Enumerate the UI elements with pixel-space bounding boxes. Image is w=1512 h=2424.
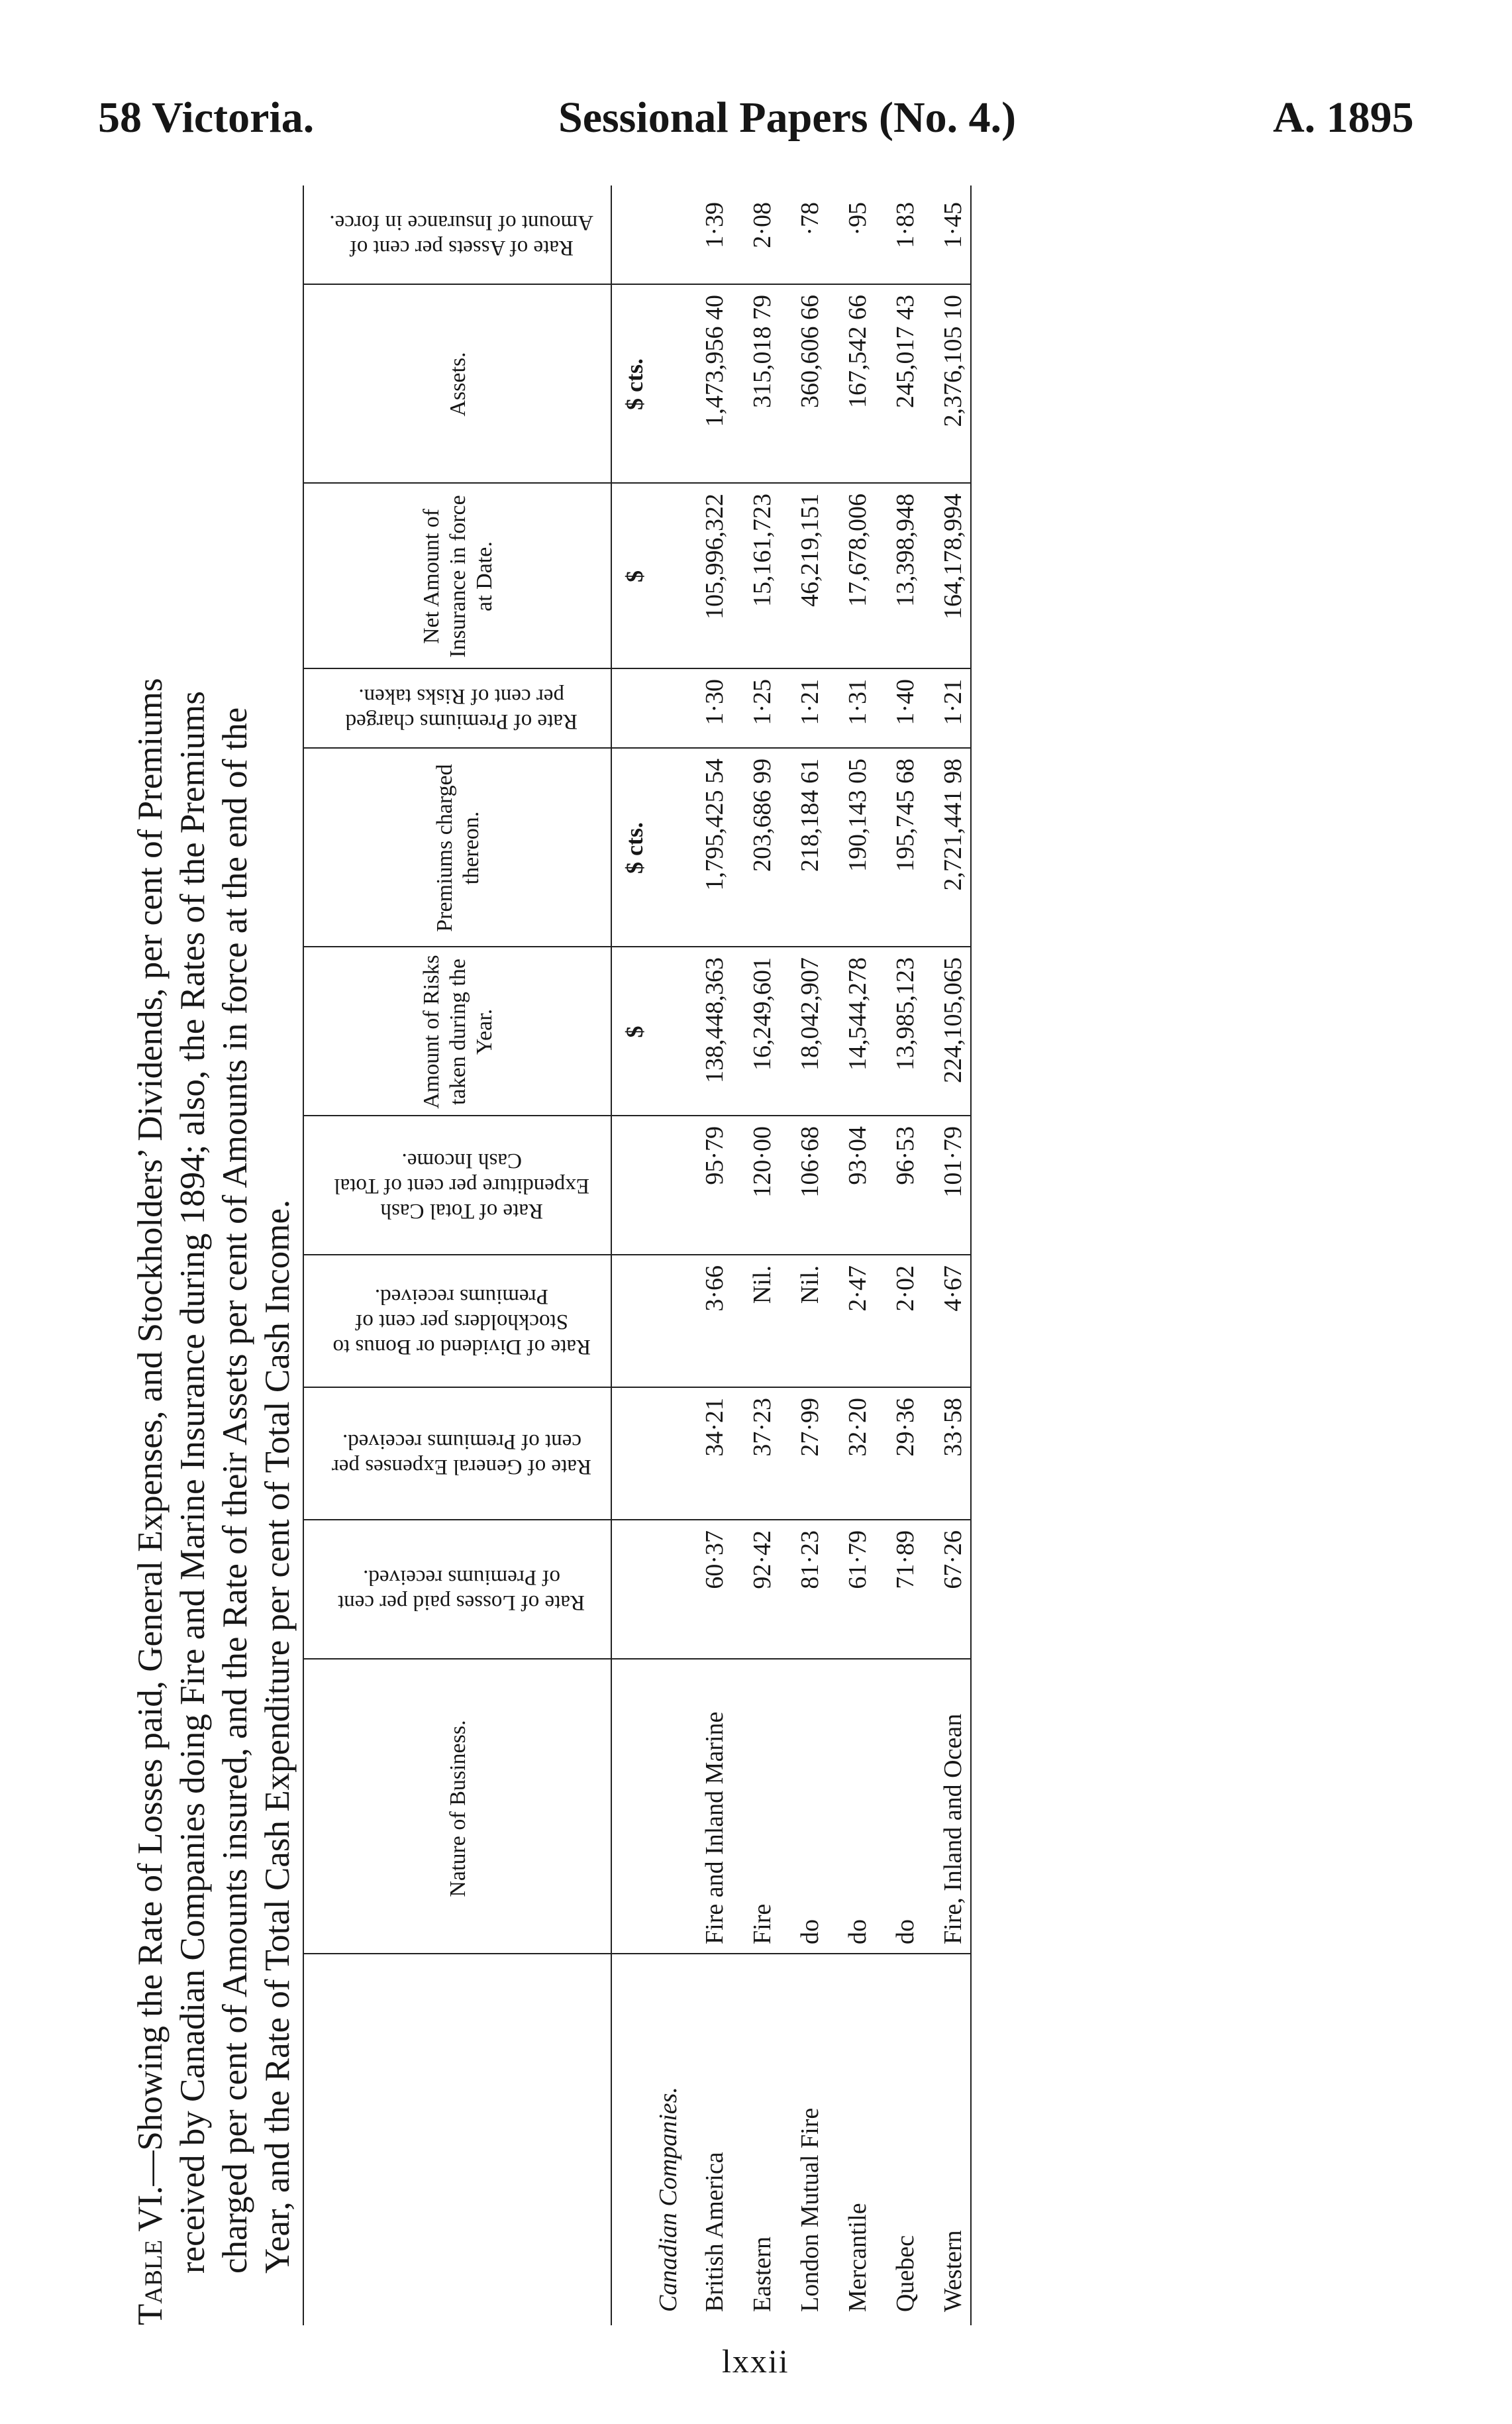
company-name-cell: Eastern: [748, 2237, 776, 2312]
nature-cell: Fire: [748, 1903, 776, 1944]
col-header-nature: Nature of Business.: [446, 1720, 470, 1897]
column-rule: [303, 284, 972, 285]
unit-net-amount: $: [621, 570, 648, 582]
net-amount-cell: 15,161,723: [748, 494, 776, 607]
rate-premiums-cell: 1·21: [796, 679, 824, 725]
expenses-cell: 34·21: [701, 1398, 729, 1457]
unit-premiums: $ cts.: [621, 822, 648, 874]
losses-cell: 92·42: [748, 1530, 776, 1589]
assets-cell: 1,473,956 40: [701, 295, 729, 427]
expenditure-cell: 93·04: [844, 1126, 872, 1185]
risks-cell: 18,042,907: [796, 957, 824, 1071]
rate-assets-cell: ·95: [844, 202, 872, 236]
company-name-cell: Quebec: [891, 2235, 919, 2312]
unit-assets: $ cts.: [621, 358, 648, 410]
page-folio: lxxii: [722, 2343, 789, 2380]
assets-cell: 2,376,105 10: [939, 295, 967, 427]
header-session: 58 Victoria.: [98, 93, 315, 142]
net-amount-cell: 46,219,151: [796, 494, 824, 607]
table-title: [129, 185, 299, 2325]
company-name-cell: British America: [701, 2152, 729, 2312]
rate-assets-cell: 2·08: [748, 202, 776, 248]
expenditure-cell: 106·68: [796, 1126, 824, 1198]
expenditure-cell: 96·53: [891, 1126, 919, 1185]
company-name-cell: London Mutual Fire: [796, 2107, 824, 2312]
col-header-rate-assets: Rate of Assets per cent of Amount of Insurance in force.: [329, 211, 594, 260]
nature-cell: do: [891, 1919, 919, 1944]
company-name-cell: Mercantile: [844, 2203, 872, 2312]
column-rule: [303, 482, 972, 484]
dividend-cell: 2·02: [891, 1265, 919, 1312]
dividend-cell: 2·47: [844, 1265, 872, 1312]
expenses-cell: 37·23: [748, 1398, 776, 1457]
nature-cell: Fire and Inland Marine: [701, 1711, 729, 1944]
col-header-rate-premiums: Rate of Premiums charged per cent of Risks taken.: [345, 684, 578, 733]
company-name-cell: Western: [939, 2230, 967, 2312]
assets-cell: 360,606 66: [796, 295, 824, 408]
nature-cell: do: [796, 1919, 824, 1944]
statistics-table: [303, 185, 972, 2325]
expenditure-cell: 120·00: [748, 1126, 776, 1198]
column-rule: [303, 1254, 972, 1255]
expenses-cell: 32·20: [844, 1398, 872, 1457]
column-rule: [303, 946, 972, 947]
risks-cell: 14,544,278: [844, 957, 872, 1071]
header-year: A. 1895: [1273, 93, 1414, 142]
header-bottom-rule: [611, 185, 612, 2325]
title-line-1: —Showing the Rate of Losses paid, General Expenses, and Stockholders’ Dividends, per cent of Premiums: [131, 678, 170, 2186]
page-header: [0, 93, 1512, 152]
table-top-rule: [303, 185, 304, 2325]
rate-assets-cell: ·78: [796, 202, 824, 236]
column-rule: [303, 668, 972, 669]
dividend-cell: Nil.: [796, 1265, 824, 1304]
nature-cell: do: [844, 1919, 872, 1944]
title-line-2: received by Canadian Companies doing Fire and Marine Insurance during 1894; also, the Rates of the Premiums: [174, 691, 212, 2274]
rate-premiums-cell: 1·30: [701, 679, 729, 725]
column-rule: [303, 1953, 972, 1954]
header-sessional-papers: Sessional Papers (No. 4.): [558, 93, 1017, 142]
losses-cell: 71·89: [891, 1530, 919, 1589]
col-header-risks: Amount of Risks taken during the Year.: [419, 955, 497, 1109]
risks-cell: 138,448,363: [701, 957, 729, 1083]
risks-cell: 16,249,601: [748, 957, 776, 1071]
column-rule: [303, 1115, 972, 1116]
category-label: Canadian Companies.: [654, 2087, 682, 2312]
unit-risks: $: [621, 1026, 648, 1038]
rate-assets-cell: 1·83: [891, 202, 919, 248]
expenses-cell: 27·99: [796, 1398, 824, 1457]
net-amount-cell: 13,398,948: [891, 494, 919, 607]
expenses-cell: 29·36: [891, 1398, 919, 1457]
premiums-cell: 218,184 61: [796, 759, 824, 872]
rate-premiums-cell: 1·40: [891, 679, 919, 725]
dividend-cell: 4·67: [939, 1265, 967, 1312]
title-line-4: Year, and the Rate of Total Cash Expenditure per cent of Total Cash Income.: [258, 1199, 297, 2274]
table-bottom-rule: [970, 185, 972, 2325]
rate-assets-cell: 1·39: [701, 202, 729, 248]
col-header-losses: Rate of Losses paid per cent of Premiums received.: [338, 1565, 585, 1614]
expenses-cell: 33·58: [939, 1398, 967, 1457]
col-header-assets: Assets.: [446, 352, 470, 417]
column-rule: [303, 747, 972, 749]
net-amount-cell: 105,996,322: [701, 494, 729, 619]
assets-cell: 315,018 79: [748, 295, 776, 408]
assets-cell: 245,017 43: [891, 295, 919, 408]
rate-assets-cell: 1·45: [939, 202, 967, 248]
losses-cell: 67·26: [939, 1530, 967, 1589]
title-line-3: charged per cent of Amounts insured, and the Rate of their Assets per cent of Amounts in force at the end of the: [216, 707, 254, 2274]
column-rule: [303, 1519, 972, 1520]
col-header-expenses: Rate of General Expenses per cent of Premiums received.: [331, 1430, 592, 1479]
risks-cell: 13,985,123: [891, 957, 919, 1071]
premiums-cell: 195,745 68: [891, 759, 919, 872]
nature-cell: Fire, Inland and Ocean: [939, 1713, 967, 1944]
col-header-expenditure: Rate of Total Cash Expenditure per cent of Total Cash Income.: [334, 1149, 589, 1223]
expenditure-cell: 101·79: [939, 1126, 967, 1198]
premiums-cell: 203,686 99: [748, 759, 776, 872]
premiums-cell: 2,721,441 98: [939, 759, 967, 891]
premiums-cell: 190,143 05: [844, 759, 872, 872]
premiums-cell: 1,795,425 54: [701, 759, 729, 891]
net-amount-cell: 17,678,006: [844, 494, 872, 607]
rotated-table-region: [129, 185, 990, 2325]
dividend-cell: Nil.: [748, 1265, 776, 1304]
dividend-cell: 3·66: [701, 1265, 729, 1312]
assets-cell: 167,542 66: [844, 295, 872, 408]
expenditure-cell: 95·79: [701, 1126, 729, 1185]
rate-premiums-cell: 1·21: [939, 679, 967, 725]
net-amount-cell: 164,178,994: [939, 494, 967, 619]
losses-cell: 81·23: [796, 1530, 824, 1589]
losses-cell: 61·79: [844, 1530, 872, 1589]
col-header-net-amount: Net Amount of Insurance in force at Date.: [419, 495, 497, 658]
table-label: Table VI.: [131, 2186, 170, 2325]
col-header-premiums: Premiums charged thereon.: [432, 764, 483, 932]
rate-premiums-cell: 1·31: [844, 679, 872, 725]
column-rule: [303, 1387, 972, 1388]
col-header-dividend: Rate of Dividend or Bonus to Stockholders per cent of Premiums received.: [332, 1285, 591, 1359]
column-rule: [303, 1658, 972, 1660]
risks-cell: 224,105,065: [939, 957, 967, 1083]
rate-premiums-cell: 1·25: [748, 679, 776, 725]
losses-cell: 60·37: [701, 1530, 729, 1589]
